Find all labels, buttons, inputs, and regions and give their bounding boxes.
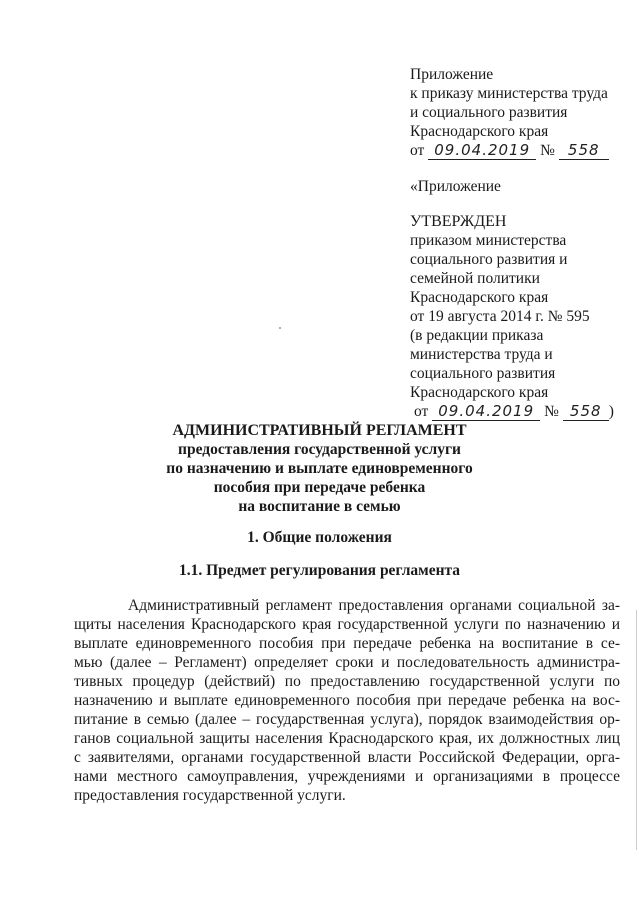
regulation-subtitle-1: предоставления государственной услуги [178, 441, 461, 458]
header-appendix-label: Приложение [410, 66, 494, 83]
header-number-prefix: № [540, 142, 555, 159]
body-line: ганов социальной защиты населения Краснодарского края, их должностных лиц [74, 730, 620, 747]
body-line: выплате единовременного пособия при передаче ребенка на воспитание в се- [74, 635, 620, 652]
regulation-subtitle-3: пособия при передаче ребенка [213, 479, 426, 496]
body-line: назначению и выплате единовременного пособия при передаче ребенка на вос- [74, 692, 620, 709]
body-line: Административный регламент предоставления органами социальной за- [128, 597, 620, 614]
body-line-last: предоставления государственной услуги. [74, 787, 346, 804]
approval-line-3: семейной политики [410, 270, 540, 287]
header-region-line: Краснодарского края [410, 123, 549, 140]
header-number-handwritten: 558 [559, 142, 609, 160]
regulation-subtitle-4: на воспитание в семью [238, 498, 401, 515]
header-ministry-line: и социального развития [410, 104, 568, 121]
approval-number-prefix: № [544, 403, 559, 420]
approval-line-2: социального развития и [410, 251, 568, 268]
scan-speck [279, 327, 281, 329]
approval-line-5: от 19 августа 2014 г. № 595 [410, 308, 590, 325]
regulation-title: АДМИНИСТРАТИВНЫЙ РЕГЛАМЕНТ [172, 422, 467, 439]
approval-line-8: социального развития [410, 365, 556, 382]
body-line: мью (далее – Регламент) определяет сроки и последовательность администра- [74, 654, 620, 671]
scan-edge-shadow [636, 610, 637, 850]
appendix-quote-label: «Приложение [410, 178, 501, 195]
header-date-prefix: от [410, 142, 425, 159]
section-heading-1-1: 1.1. Предмет регулирования регламента [178, 562, 461, 579]
approval-number-handwritten: 558 [563, 403, 609, 421]
body-line: щиты населения Краснодарского края государственной услуги по назначению и [74, 616, 620, 633]
approval-date-handwritten: 09.04.2019 [432, 403, 540, 421]
section-heading-1: 1. Общие положения [247, 529, 392, 546]
approval-line-1: приказом министерства [410, 232, 567, 249]
body-line: нами местного самоуправления, учреждениями и организациями в процессе [74, 768, 620, 785]
approval-line-9: Краснодарского края [410, 384, 549, 401]
body-line: тивных процедур (действий) по предоставлению государственной услуги по [74, 673, 620, 690]
approved-heading: УТВЕРЖДЕН [410, 213, 507, 230]
body-line: с заявителями, органами государственной власти Российской Федерации, орга- [74, 749, 620, 766]
approval-closing-paren: ) [608, 403, 614, 420]
approval-date-line [414, 402, 614, 421]
header-date-handwritten: 09.04.2019 [428, 142, 536, 160]
approval-date-prefix: от [414, 403, 429, 420]
header-date-line [410, 141, 609, 160]
approval-line-6: (в редакции приказа [410, 327, 544, 344]
approval-line-7: министерства труда и [410, 346, 553, 363]
approval-line-4: Краснодарского края [410, 289, 549, 306]
body-line: питание в семью (далее – государственная услуга), порядок взаимодействия ор- [74, 711, 620, 728]
header-order-line: к приказу министерства труда [410, 85, 608, 102]
regulation-subtitle-2: по назначению и выплате единовременного [166, 460, 473, 477]
